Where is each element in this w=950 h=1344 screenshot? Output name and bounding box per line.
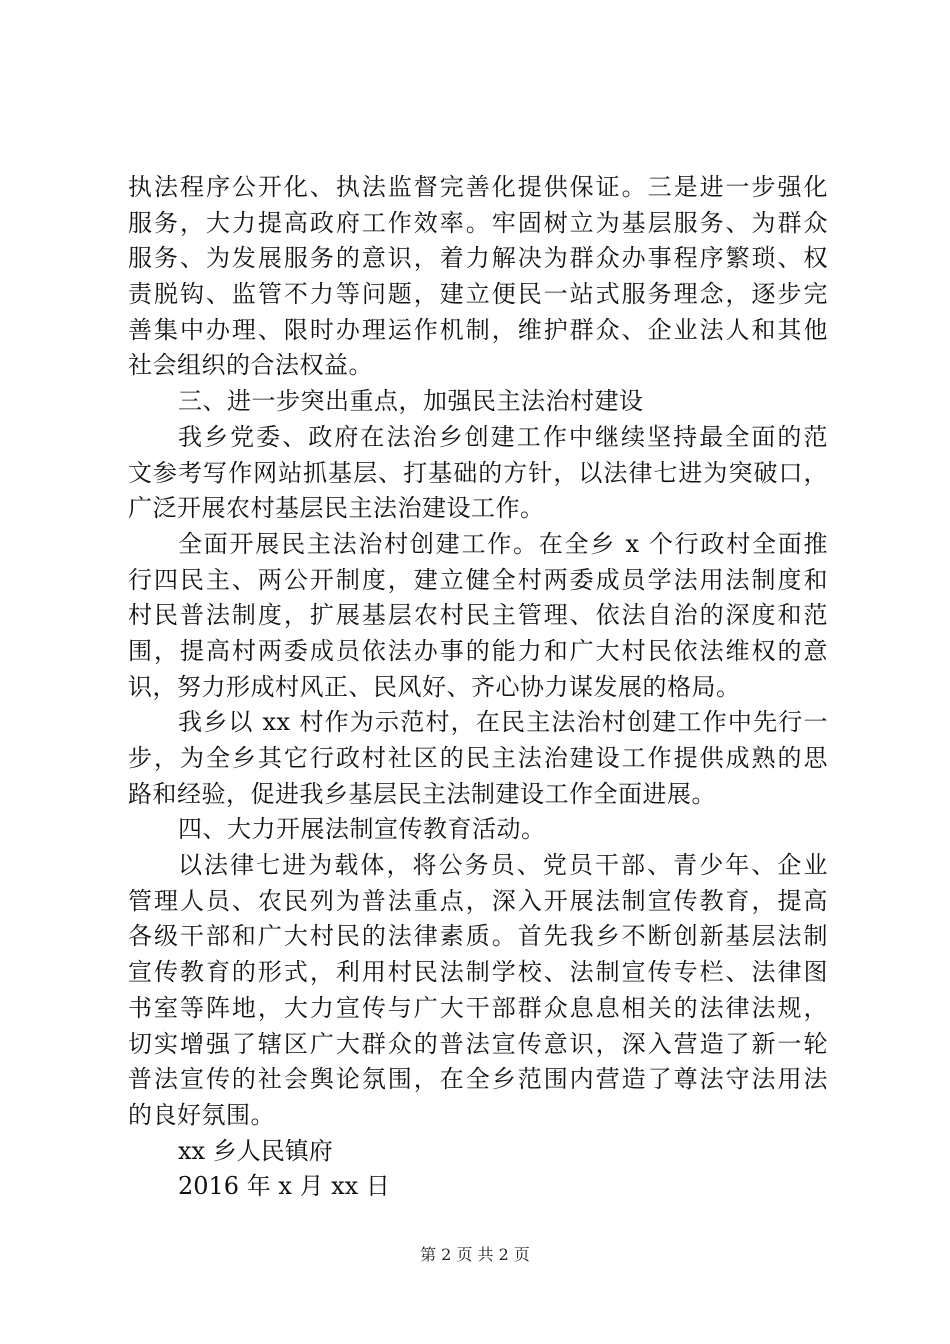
body-line: 各级干部和广大村民的法律素质。首先我乡不断创新基层法制: [128, 922, 828, 951]
body-line: 路和经验，促进我乡基层民主法制建设工作全面进展。: [128, 779, 716, 808]
body-line: 社会组织的合法权益。: [128, 351, 373, 380]
body-line: 管理人员、农民列为普法重点，深入开展法制宣传教育，提高: [128, 886, 828, 915]
body-line: 责脱钩、监管不力等问题，建立便民一站式服务理念，逐步完: [128, 280, 828, 309]
signature-organization: xx 乡人民镇府: [178, 1136, 333, 1165]
body-line: 切实增强了辖区广大群众的普法宣传意识，深入营造了新一轮: [128, 1029, 828, 1058]
body-line: 宣传教育的形式，利用村民法制学校、法制宣传专栏、法律图: [128, 958, 828, 987]
body-line: 识，努力形成村风正、民风好、齐心协力谋发展的格局。: [128, 672, 741, 701]
body-line: 村民普法制度，扩展基层农村民主管理、依法自治的深度和范: [128, 601, 828, 630]
body-line: 执法程序公开化、执法监督完善化提供保证。三是进一步强化: [128, 173, 828, 201]
body-line: 全面开展民主法治村创建工作。在全乡 x 个行政村全面推: [178, 529, 828, 558]
body-line: 普法宣传的社会舆论氛围，在全乡范围内营造了尊法守法用法: [128, 1065, 828, 1094]
signature-date: 2016 年 x 月 xx 日: [178, 1172, 390, 1201]
body-line: 善集中办理、限时办理运作机制，维护群众、企业法人和其他: [128, 315, 828, 344]
document-body: [128, 170, 828, 1205]
body-line: 服务、为发展服务的意识，着力解决为群众办事程序繁琐、权: [128, 244, 828, 273]
body-line: 围，提高村两委成员依法办事的能力和广大村民依法维权的意: [128, 636, 828, 665]
section-heading: 三、进一步突出重点，加强民主法治村建设: [178, 387, 644, 416]
body-line: 我乡党委、政府在法治乡创建工作中继续坚持最全面的范: [178, 422, 828, 451]
body-line: 广泛开展农村基层民主法治建设工作。: [128, 494, 545, 523]
body-line: 以法律七进为载体，将公务员、党员干部、青少年、企业: [178, 851, 828, 880]
body-line: 我乡以 xx 村作为示范村，在民主法治村创建工作中先行一: [178, 708, 828, 737]
body-line: 文参考写作网站抓基层、打基础的方针，以法律七进为突破口，: [128, 458, 828, 487]
body-line: 步，为全乡其它行政村社区的民主法治建设工作提供成熟的思: [128, 744, 828, 772]
section-heading: 四、大力开展法制宣传教育活动。: [178, 815, 546, 844]
page-footer: 第 2 页 共 2 页: [420, 1245, 530, 1264]
body-line: 书室等阵地，大力宣传与广大干部群众息息相关的法律法规，: [128, 993, 828, 1022]
body-line: 服务，大力提高政府工作效率。牢固树立为基层服务、为群众: [128, 208, 828, 237]
body-line: 的良好氛围。: [128, 1100, 275, 1129]
body-line: 行四民主、两公开制度，建立健全村两委成员学法用法制度和: [128, 565, 828, 594]
